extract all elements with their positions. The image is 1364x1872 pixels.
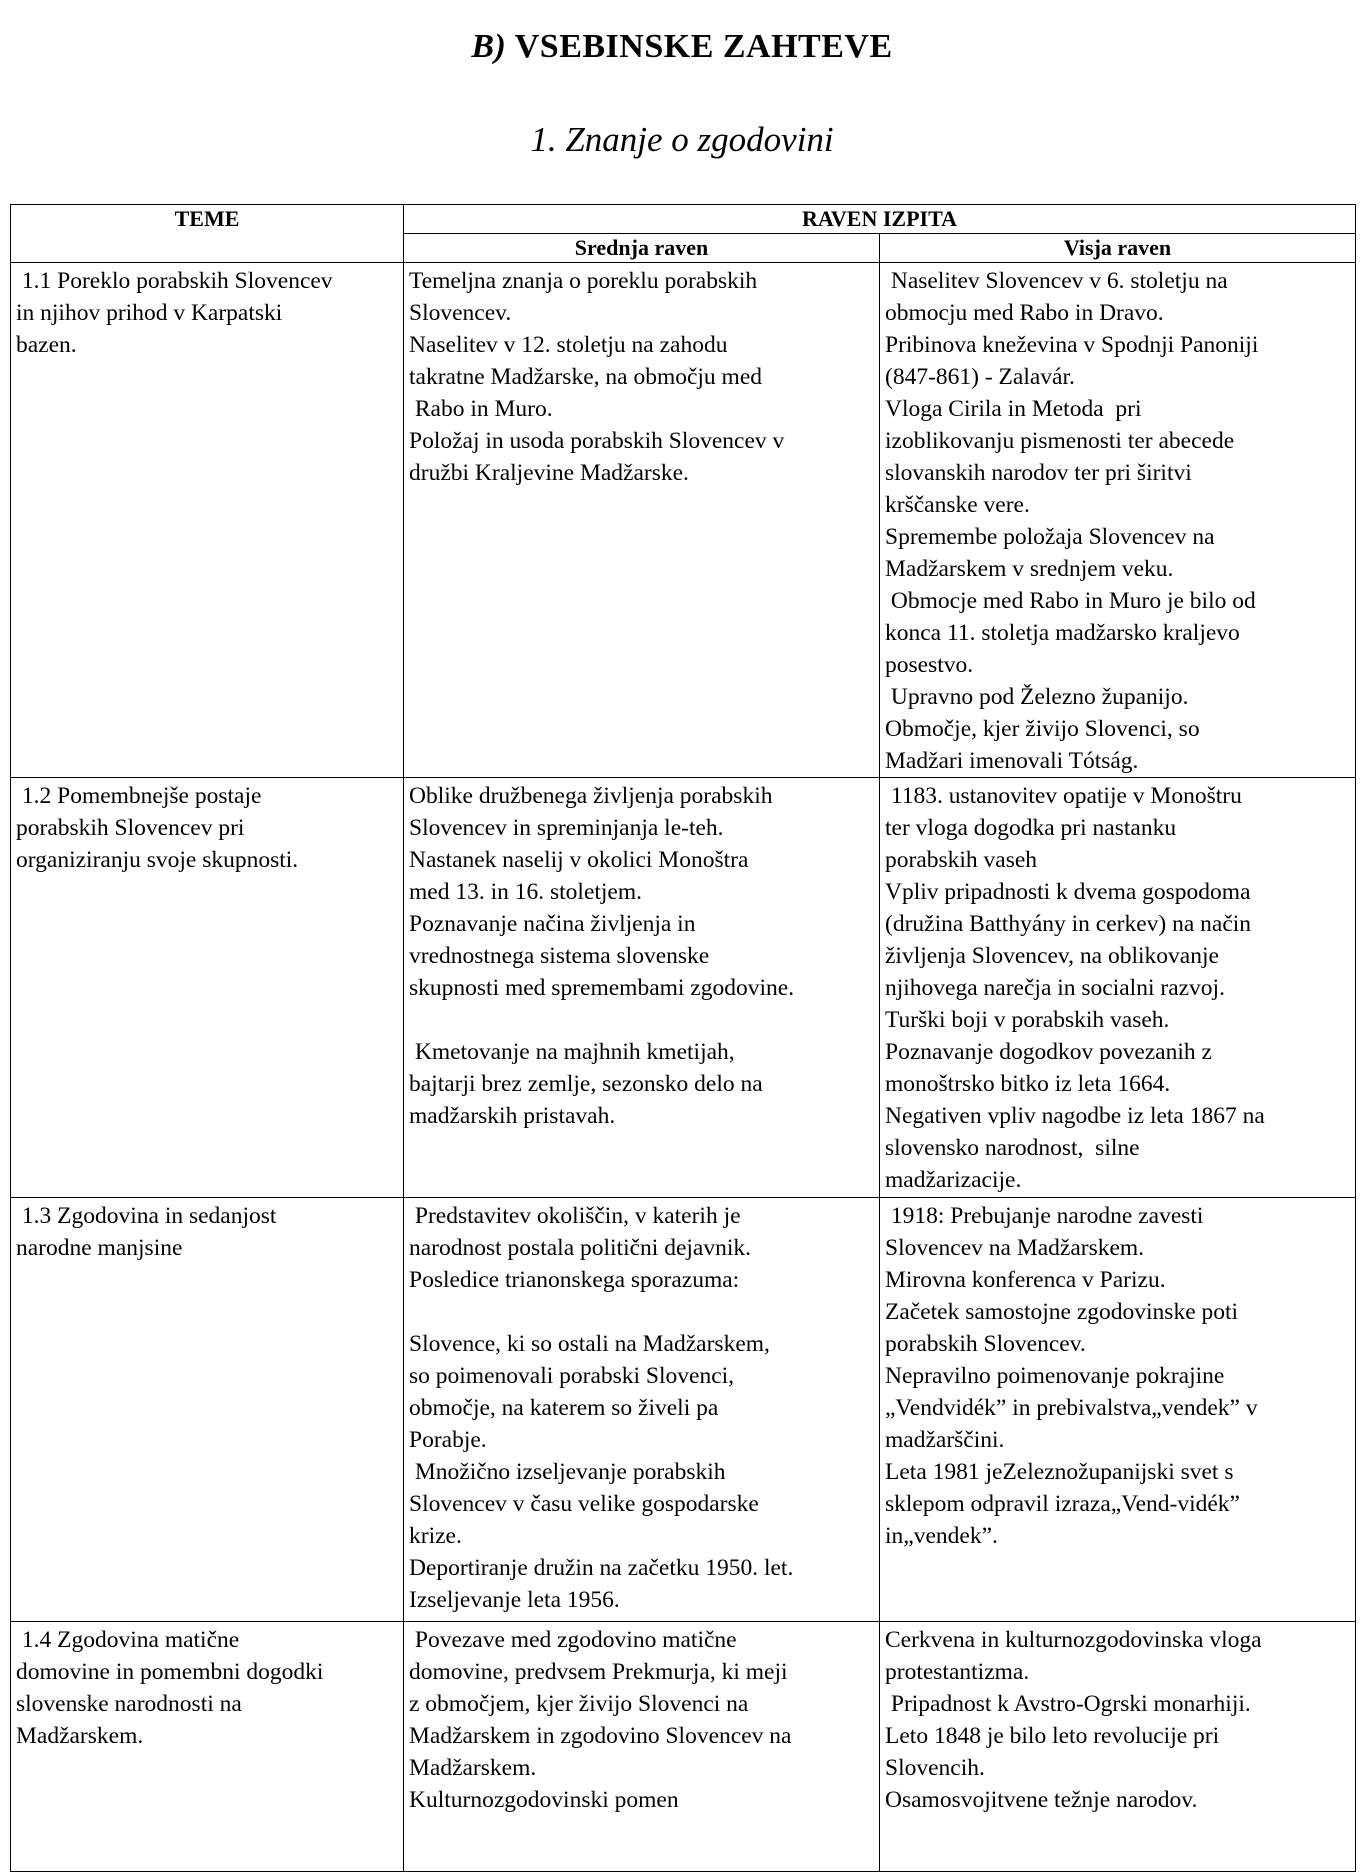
cell-line: ter vloga dogodka pri nastanku [885,815,1177,841]
cell-line: Poznavanje načina življenja in [409,911,696,937]
cell-line: slovensko narodnost, silne [885,1135,1140,1161]
cell-line: Porabje. [409,1427,487,1453]
cell-line: narodne manjsine [16,1235,183,1261]
cell-line: Slovencev v času velike gospodarske [409,1491,759,1517]
section-heading-text: VSEBINSKE ZAHTEVE [506,28,893,65]
cell-line: z območjem, kjer živijo Slovenci na [409,1691,749,1717]
cell-line: Slovencev in spreminjanja le-teh. [409,815,724,841]
cell-line: med 13. in 16. stoletjem. [409,879,643,905]
cell-line: Povezave med zgodovino matične [409,1627,737,1653]
cell-line: takratne Madžarske, na območju med [409,364,763,390]
cell-line: 1.3 Zgodovina in sedanjost [16,1203,277,1229]
table-header-row-1 [11,205,1356,234]
cell-line: Madžarskem in zgodovino Slovencev na [409,1723,792,1749]
cell-line: Slovencev na Madžarskem. [885,1235,1145,1261]
cell-line: Slovencev. [409,300,512,326]
cell-line: obmocju med Rabo in Dravo. [885,300,1164,326]
header-visja-raven: Visja raven [880,234,1356,263]
cell-line: Položaj in usoda porabskih Slovencev v [409,428,785,454]
cell-line: Vpliv pripadnosti k dvema gospodoma [885,879,1251,905]
cell-line: 1.4 Zgodovina matične [16,1627,240,1653]
cell-line: bajtarji brez zemlje, sezonsko delo na [409,1071,763,1097]
table-row [11,1622,1356,1872]
cell-line: Temeljna znanja o poreklu porabskih [409,268,758,294]
cell-line: Leto 1848 je bilo leto revolucije pri [885,1723,1220,1749]
cell-line: Obmocje med Rabo in Muro je bilo od [885,588,1256,614]
cell-line: sklepom odpravil izraza„Vend-vidék” [885,1491,1240,1517]
cell-line: Leta 1981 jeZeleznožupanijski svet s [885,1459,1234,1485]
cell-line [409,1004,875,1036]
cell-line: porabskih vaseh [885,847,1038,873]
cell-line: narodnost postala politični dejavnik. [409,1235,751,1261]
cell-line: slovenske narodnosti na [16,1691,242,1717]
cell-line: Množično izseljevanje porabskih [409,1459,726,1485]
cell-line: Izseljevanje leta 1956. [409,1587,620,1613]
cell-line: Upravno pod Železno županijo. [885,684,1189,710]
cell-line: konca 11. stoletja madžarsko kraljevo [885,620,1240,646]
cell-line: vrednostnega sistema slovenske [409,943,710,969]
cell-line: in„vendek”. [885,1523,998,1549]
topic-cell [11,1622,404,1872]
cell-line: krščanske vere. [885,492,1030,518]
cell-line: 1918: Prebujanje narodne zavesti [885,1203,1204,1229]
requirements-table [10,204,1356,1872]
cell-line: območje, na katerem so živeli pa [409,1395,719,1421]
cell-line: domovine in pomembni dogodki [16,1659,324,1685]
cell-line: Posledice trianonskega sporazuma: [409,1267,740,1293]
visja-cell [880,1622,1356,1872]
cell-line: Deportiranje družin na začetku 1950. let. [409,1555,794,1581]
cell-line: Rabo in Muro. [409,396,553,422]
cell-line: 1.1 Poreklo porabskih Slovencev [16,268,333,294]
cell-line: življenja Slovencev, na oblikovanje [885,943,1219,969]
cell-line: Pribinova kneževina v Spodnji Panoniji [885,332,1259,358]
cell-line: Osamosvojitvene težnje narodov. [885,1787,1198,1813]
srednja-cell [404,1198,880,1622]
cell-line: Madžarskem. [16,1723,144,1749]
cell-line: slovanskih narodov ter pri širitvi [885,460,1192,486]
cell-line: izoblikovanju pismenosti ter abecede [885,428,1235,454]
cell-line: posestvo. [885,652,974,678]
cell-line: organiziranju svoje skupnosti. [16,847,299,873]
cell-line: krize. [409,1523,462,1549]
cell-line: Naselitev v 12. stoletju na zahodu [409,332,728,358]
cell-line: Madžarskem. [409,1755,537,1781]
cell-line: Madžarskem v srednjem veku. [885,556,1174,582]
cell-line: (847-861) - Zalavár. [885,364,1075,390]
cell-line: madžarizacije. [885,1167,1022,1193]
cell-line: Slovencih. [885,1755,985,1781]
cell-line: Kulturnozgodovinski pomen [409,1787,679,1813]
cell-line: njihovega narečja in socialni razvoj. [885,975,1225,1001]
cell-line: Naselitev Slovencev v 6. stoletju na [885,268,1228,294]
visja-cell [880,1198,1356,1622]
cell-line: Madžari imenovali Tótság. [885,748,1139,774]
cell-line: protestantizma. [885,1659,1030,1685]
cell-line: porabskih Slovencev pri [16,815,245,841]
cell-line: Mirovna konferenca v Parizu. [885,1267,1166,1293]
table-row [11,263,1356,778]
srednja-cell [404,778,880,1198]
cell-line: bazen. [16,332,77,358]
cell-line: Vloga Cirila in Metoda pri [885,396,1142,422]
header-teme [11,205,404,263]
cell-line: Slovence, ki so ostali na Madžarskem, [409,1331,770,1357]
topic-cell [11,1198,404,1622]
header-teme-label: TEME [174,206,240,231]
srednja-cell [404,263,880,778]
cell-line: Turški boji v porabskih vaseh. [885,1007,1170,1033]
cell-line: madžarskih pristavah. [409,1103,616,1129]
cell-line: Nepravilno poimenovanje pokrajine [885,1363,1225,1389]
cell-line: domovine, predvsem Prekmurja, ki meji [409,1659,788,1685]
cell-line: Pripadnost k Avstro-Ogrski monarhiji. [885,1691,1251,1717]
cell-line [409,1296,875,1328]
cell-line: Kmetovanje na majhnih kmetijah, [409,1039,735,1065]
table-row [11,1198,1356,1622]
visja-cell [880,778,1356,1198]
visja-cell [880,263,1356,778]
section-subheading: 1. Znanje o zgodovini [530,120,834,159]
cell-line: porabskih Slovencev. [885,1331,1086,1357]
table-row [11,778,1356,1198]
topic-cell [11,263,404,778]
header-srednja-raven: Srednja raven [404,234,880,263]
cell-line: Območje, kjer živijo Slovenci, so [885,716,1200,742]
cell-line: madžarščini. [885,1427,1005,1453]
cell-line: monoštrsko bitko iz leta 1664. [885,1071,1171,1097]
cell-line: Spremembe položaja Slovencev na [885,524,1215,550]
cell-line: skupnosti med spremembami zgodovine. [409,975,795,1001]
cell-line: Poznavanje dogodkov povezanih z [885,1039,1212,1065]
cell-line: Nastanek naselij v okolici Monoštra [409,847,749,873]
cell-line: 1.2 Pomembnejše postaje [16,783,262,809]
cell-line: „Vendvidék” in prebivalstva„vendek” v [885,1395,1258,1421]
srednja-cell [404,1622,880,1872]
cell-line: Predstavitev okoliščin, v katerih je [409,1203,741,1229]
cell-line: Cerkvena in kulturnozgodovinska vloga [885,1627,1262,1653]
cell-line: in njihov prihod v Karpatski [16,300,283,326]
cell-line: (družina Batthyány in cerkev) na način [885,911,1252,937]
cell-line: družbi Kraljevine Madžarske. [409,460,689,486]
topic-cell [11,778,404,1198]
cell-line: so poimenovali porabski Slovenci, [409,1363,735,1389]
table-body [11,263,1356,1872]
cell-line: Oblike družbenega življenja porabskih [409,783,773,809]
section-heading [0,28,1364,66]
cell-line: 1183. ustanovitev opatije v Monoštru [885,783,1242,809]
cell-line: Začetek samostojne zgodovinske poti [885,1299,1239,1325]
section-heading-prefix: B) [471,28,507,65]
header-raven-izpita: RAVEN IZPITA [404,205,1356,234]
cell-line: Negativen vpliv nagodbe iz leta 1867 na [885,1103,1265,1129]
